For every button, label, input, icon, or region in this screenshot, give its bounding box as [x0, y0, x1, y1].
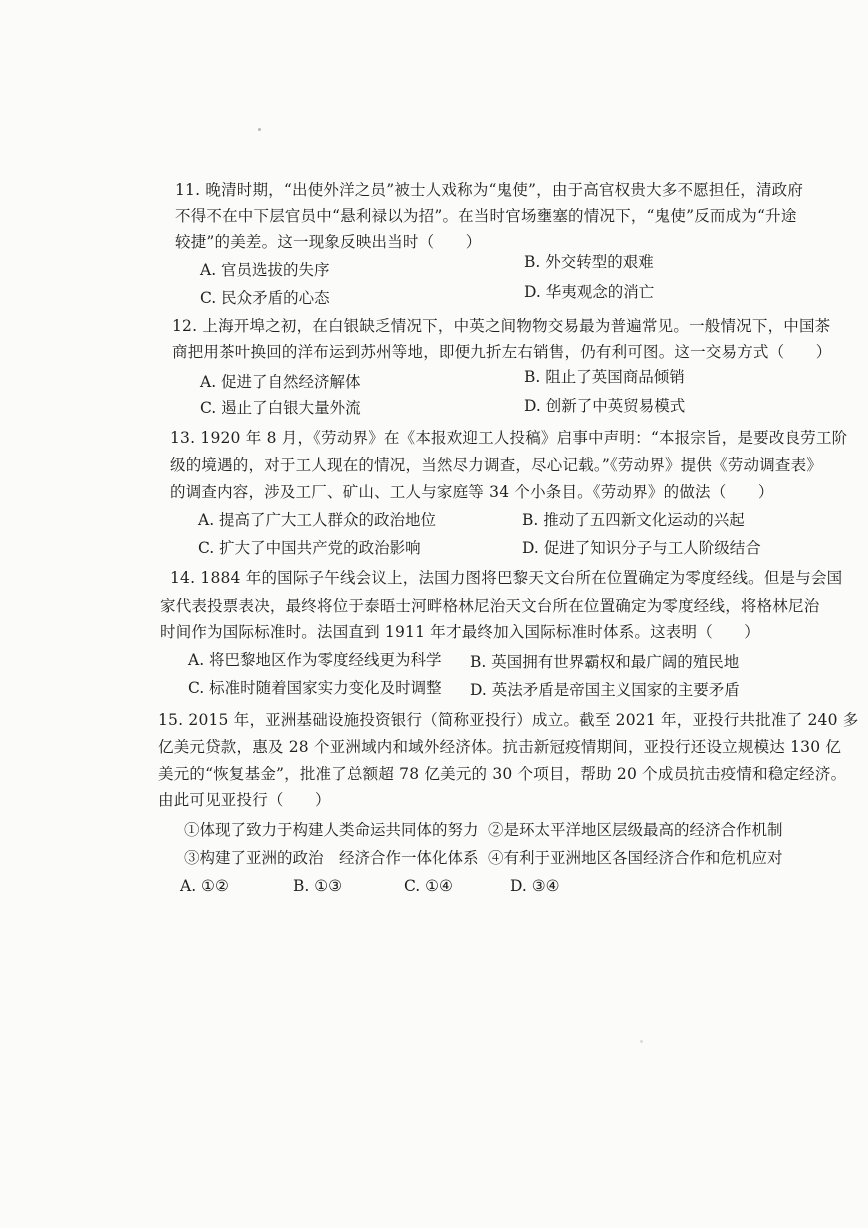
- q13-line-2: 级的境遇的，对于工人现在的情况，当然尽力调查，尽心记载。”《劳动界》提供《劳动调查表》: [170, 456, 823, 474]
- q14-line-2: 家代表投票表决，最终将位于泰晤士河畔格林尼治天文台所在位置确定为零度经线，将格林尼治: [160, 597, 820, 615]
- q14-line-3: 时间作为国际标准时。法国直到 1911 年才最终加入国际标准时体系。这表明（ ）: [160, 623, 761, 641]
- q12-line-2: 商把用茶叶换回的洋布运到苏州等地，即便九折左右销售，仍有利可图。这一交易方式（ ）: [172, 343, 832, 361]
- q15-line-2: 亿美元贷款，惠及 28 个亚洲域内和域外经济体。抗击新冠疫情期间，亚投行还设立规模达 130 亿: [158, 738, 842, 756]
- q11-option-b: B. 外交转型的艰难: [524, 253, 654, 271]
- q15-statement-4: ④有利于亚洲地区各国经济合作和危机应对: [488, 849, 783, 867]
- q13-option-d: D. 促进了知识分子与工人阶级结合: [522, 539, 761, 557]
- q11-line-2: 不得不在中下层官员中“悬利禄以为招”。在当时官场壅塞的情况下，“鬼使”反而成为“升途: [175, 207, 797, 225]
- q11-option-d: D. 华夷观念的消亡: [524, 283, 655, 301]
- q15-option-b: B. ①③: [293, 877, 343, 895]
- q11-line-1: 11. 晚清时期，“出使外洋之员”被士人戏称为“鬼使”，由于高官权贵大多不愿担任，清政府: [175, 181, 804, 199]
- q14-line-1: 14. 1884 年的国际子午线会议上，法国力图将巴黎天文台所在位置确定为零度经线。但是与会国: [170, 569, 843, 587]
- q15-statement-2: ②是环太平洋地区层级最高的经济合作机制: [488, 821, 783, 839]
- q15-statement-3: ③构建了亚洲的政治 经济合作一体化体系: [184, 849, 479, 867]
- q13-option-a: A. 提高了广大工人群众的政治地位: [198, 511, 437, 529]
- q12-option-a: A. 促进了自然经济解体: [200, 373, 361, 391]
- q12-option-b: B. 阻止了英国商品倾销: [524, 368, 685, 386]
- q12-line-1: 12. 上海开埠之初，在白银缺乏情况下，中英之间物物交易最为普遍常见。一般情况下，中国茶: [172, 317, 831, 335]
- q14-option-d: D. 英法矛盾是帝国主义国家的主要矛盾: [470, 681, 740, 699]
- q15-line-1: 15. 2015 年，亚洲基础设施投资银行（简称亚投行）成立。截至 2021 年，亚投行共批准了 240 多: [158, 711, 859, 729]
- q15-option-d: D. ③④: [510, 877, 560, 895]
- q12-option-d: D. 创新了中英贸易模式: [524, 397, 686, 415]
- q14-option-c: C. 标准时随着国家实力变化及时调整: [188, 679, 442, 697]
- q15-statement-1: ①体现了致力于构建人类命运共同体的努力: [184, 821, 479, 839]
- scan-speck: [258, 128, 261, 131]
- scan-speck: [640, 1040, 643, 1043]
- q14-option-a: A. 将巴黎地区作为零度经线更为科学: [188, 651, 442, 669]
- q13-option-c: C. 扩大了中国共产党的政治影响: [198, 539, 421, 557]
- q12-option-c: C. 遏止了白银大量外流: [200, 399, 361, 417]
- q11-option-a: A. 官员选拔的失序: [200, 261, 330, 279]
- q13-line-3: 的调查内容，涉及工厂、矿山、工人与家庭等 34 个小条目。《劳动界》的做法（ ）: [170, 483, 774, 501]
- q15-option-c: C. ①④: [404, 877, 453, 895]
- q15-line-4: 由此可见亚投行（ ）: [158, 791, 331, 809]
- q11-line-3: 较捷”的美差。这一现象反映出当时（ ）: [175, 233, 482, 251]
- q14-option-b: B. 英国拥有世界霸权和最广阔的殖民地: [470, 653, 740, 671]
- q15-option-a: A. ①②: [180, 877, 229, 895]
- q13-line-1: 13. 1920 年 8 月，《劳动界》在《本报欢迎工人投稿》启事中声明：“本报宗旨，是要改良劳工阶: [170, 429, 848, 447]
- q11-option-c: C. 民众矛盾的心态: [200, 289, 330, 307]
- q13-option-b: B. 推动了五四新文化运动的兴起: [522, 511, 745, 529]
- q15-line-3: 美元的“恢复基金”，批准了总额超 78 亿美元的 30 个项目，帮助 20 个成员抗击疫情和稳定经济。: [158, 765, 847, 783]
